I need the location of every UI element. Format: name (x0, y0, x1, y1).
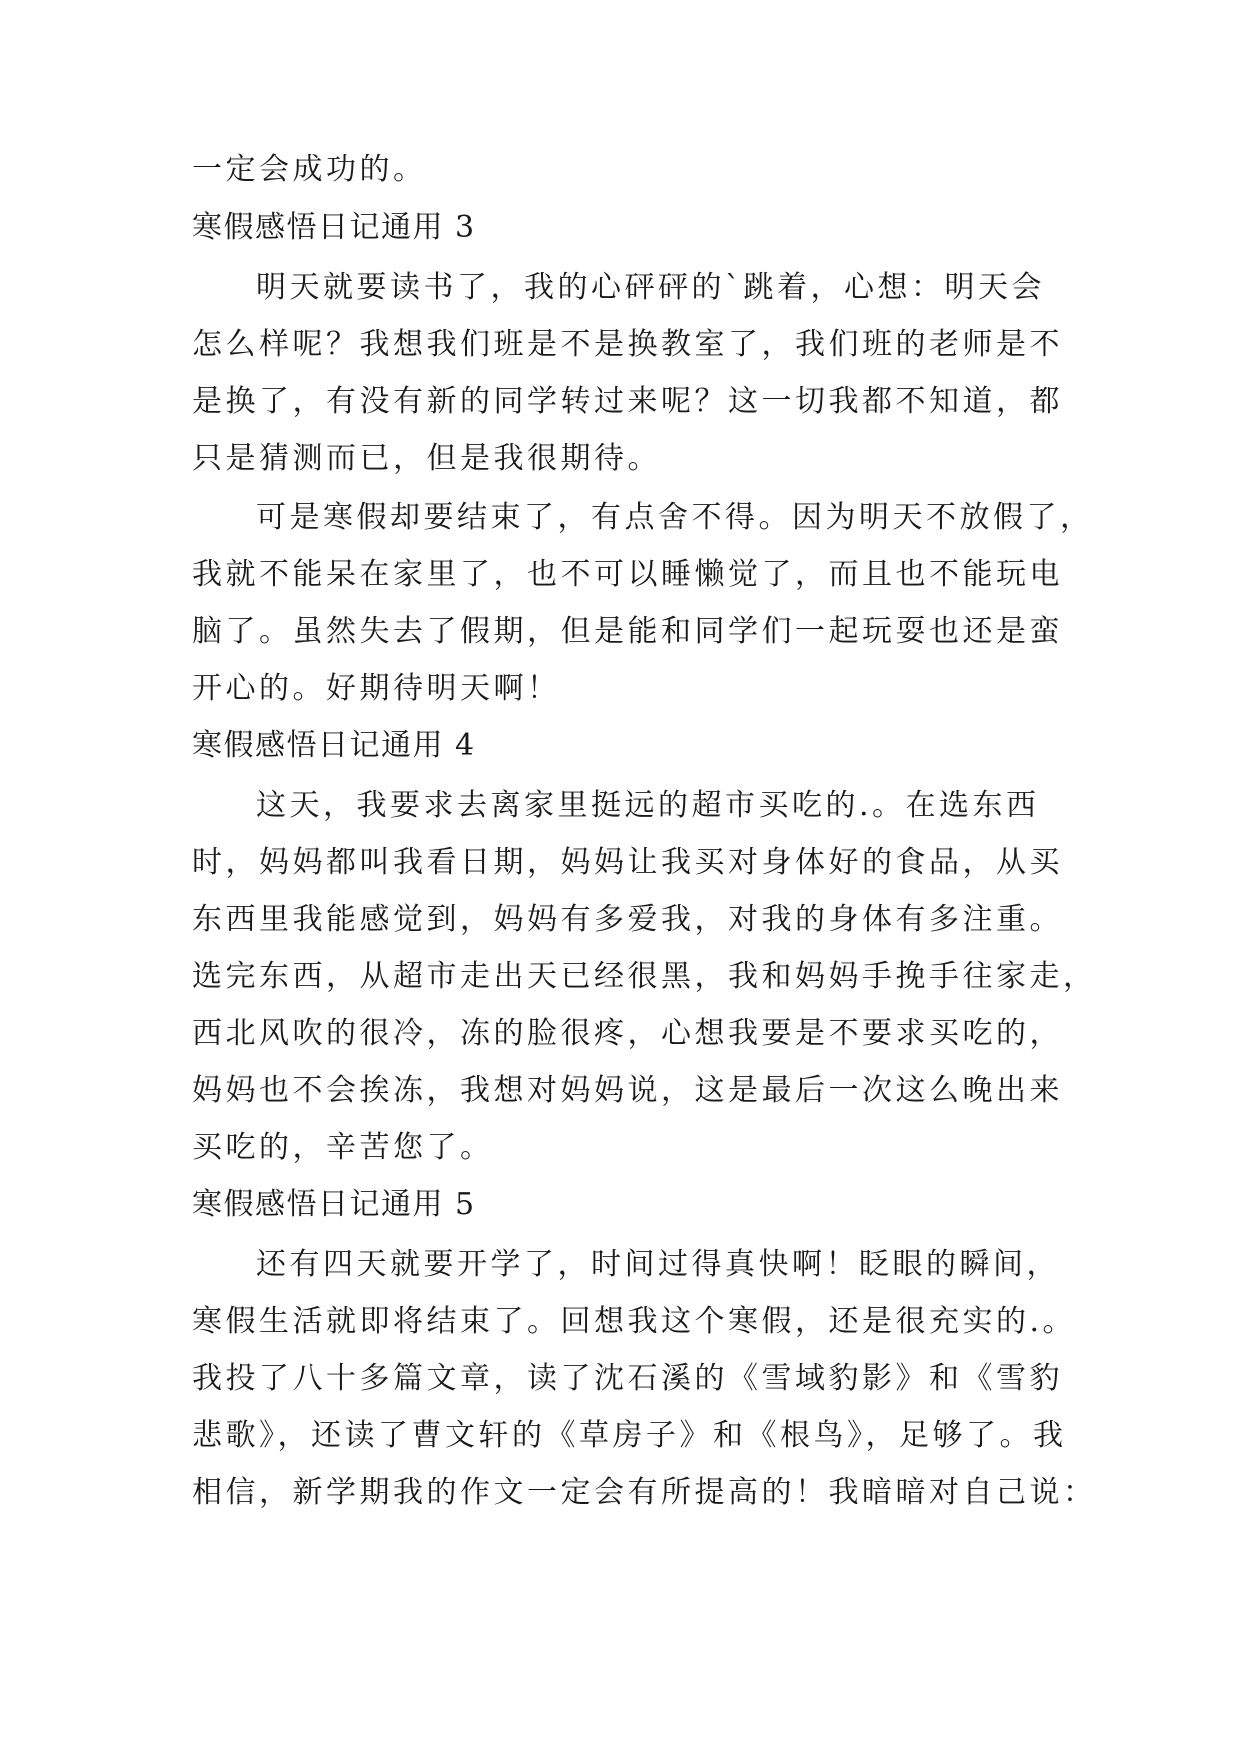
text-line: 是换了，有没有新的同学转过来呢？这一切我都不知道，都 (192, 384, 1063, 419)
text-line: 一定会成功的。 (192, 152, 427, 187)
text-line: 妈妈也不会挨冻，我想对妈妈说，这是最后一次这么晚出来 (192, 1073, 1063, 1108)
text-line: 开心的。好期待明天啊！ (192, 671, 561, 706)
text-line: 脑了。虽然失去了假期，但是能和同学们一起玩耍也还是蛮 (192, 614, 1063, 649)
text-line: 相信，新学期我的作文一定会有所提高的！我暗暗对自己说： (192, 1475, 1097, 1510)
section-heading-5: 寒假感悟日记通用 5 (192, 1187, 476, 1222)
text-line: 西北风吹的很冷，冻的脸很疼，心想我要是不要求买吃的， (192, 1016, 1063, 1051)
paragraph-start: 还有四天就要开学了，时间过得真快啊！眨眼的瞬间， (256, 1247, 1060, 1282)
text-line: 时，妈妈都叫我看日期，妈妈让我买对身体好的食品，从买 (192, 845, 1063, 880)
text-line: 买吃的，辛苦您了。 (192, 1130, 494, 1165)
paragraph-start: 这天，我要求去离家里挺远的超市买吃的.。在选东西 (256, 788, 1040, 823)
text-line: 我投了八十多篇文章，读了沈石溪的《雪域豹影》和《雪豹 (192, 1361, 1063, 1396)
text-line: 寒假生活就即将结束了。回想我这个寒假，还是很充实的.。 (192, 1304, 1077, 1339)
text-line: 选完东西，从超市走出天已经很黑，我和妈妈手挽手往家走， (192, 959, 1097, 994)
section-heading-3: 寒假感悟日记通用 3 (192, 210, 476, 245)
paragraph-start: 可是寒假却要结束了，有点舍不得。因为明天不放假了， (256, 500, 1094, 535)
text-line: 悲歌》，还读了曹文轩的《草房子》和《根鸟》，足够了。我 (192, 1418, 1067, 1453)
text-line: 东西里我能感觉到，妈妈有多爱我，对我的身体有多注重。 (192, 902, 1063, 937)
text-line: 怎么样呢？我想我们班是不是换教室了，我们班的老师是不 (192, 327, 1063, 362)
text-line: 只是猜测而已，但是我很期待。 (192, 441, 661, 476)
section-heading-4: 寒假感悟日记通用 4 (192, 728, 476, 763)
text-line: 我就不能呆在家里了，也不可以睡懒觉了，而且也不能玩电 (192, 557, 1063, 592)
paragraph-start: 明天就要读书了，我的心砰砰的`跳着，心想：明天会 (256, 270, 1045, 305)
